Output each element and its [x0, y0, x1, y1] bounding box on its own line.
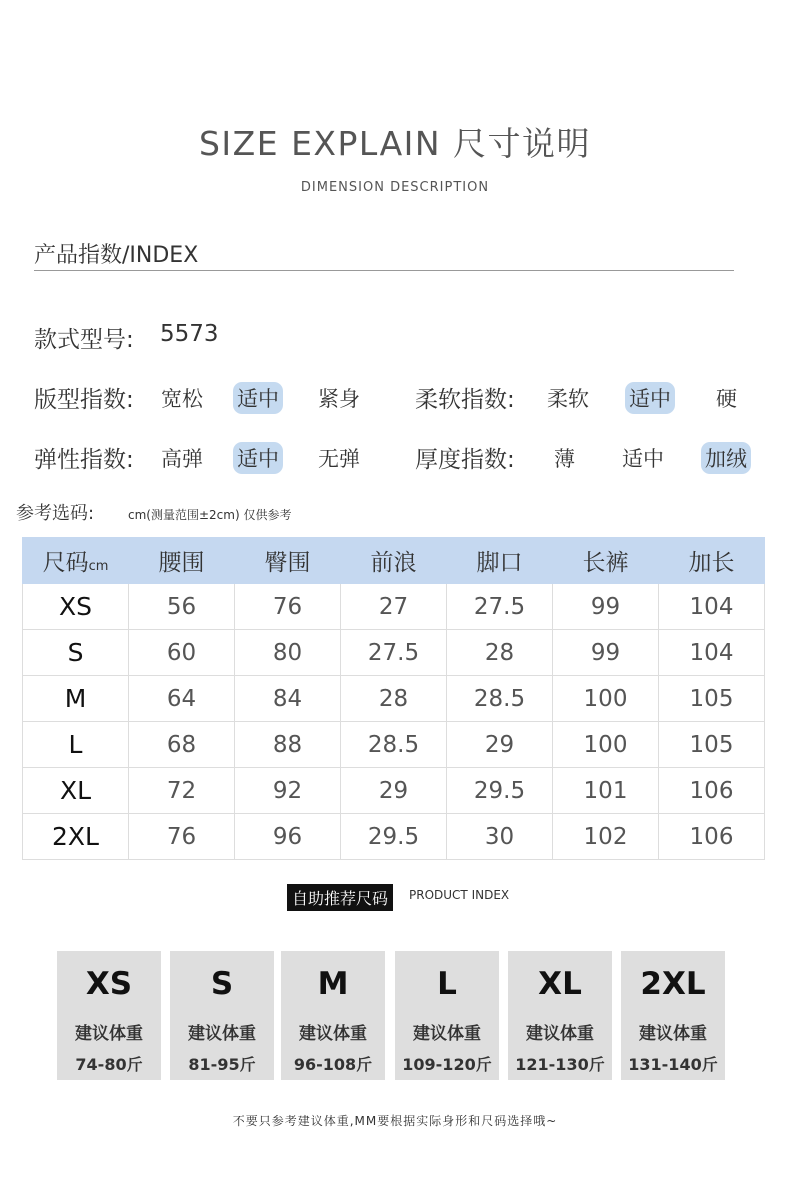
- recommend-card-size: M: [317, 966, 349, 1002]
- column-header: 长裤: [553, 538, 659, 584]
- reference-note: cm(测量范围±2cm) 仅供参考: [128, 508, 292, 522]
- attr-elasticity-option: 高弹: [161, 447, 203, 471]
- table-cell: 101: [553, 768, 659, 814]
- table-cell: 104: [659, 630, 765, 676]
- table-cell: 27.5: [341, 630, 447, 676]
- attr-fit-option: 宽松: [161, 387, 203, 411]
- table-cell: 106: [659, 768, 765, 814]
- table-cell: 27.5: [447, 584, 553, 630]
- footer-note: 不要只参考建议体重,MM要根据实际身形和尺码选择哦~: [232, 1114, 558, 1128]
- attr-elasticity-label: 弹性指数:: [34, 447, 134, 473]
- model-value: 5573: [160, 321, 219, 347]
- table-cell: 80: [235, 630, 341, 676]
- recommend-card-label: 建议体重: [413, 1024, 481, 1044]
- attr-thickness-option: 适中: [622, 447, 664, 471]
- table-cell: 96: [235, 814, 341, 860]
- section-divider: [34, 270, 734, 271]
- attr-elasticity-option-selected: 适中: [233, 442, 283, 474]
- table-row: [23, 676, 765, 722]
- recommend-card: [508, 951, 612, 1080]
- column-header: 前浪: [341, 538, 447, 584]
- table-cell: 60: [129, 630, 235, 676]
- recommend-card: [621, 951, 725, 1080]
- recommend-badge: 自助推荐尺码: [287, 884, 393, 911]
- table-cell: 88: [235, 722, 341, 768]
- recommend-card-label: 建议体重: [299, 1024, 367, 1044]
- table-cell: 76: [129, 814, 235, 860]
- recommend-card-label: 建议体重: [526, 1024, 594, 1044]
- table-cell: 27: [341, 584, 447, 630]
- table-header-row: [23, 538, 765, 584]
- table-cell: 102: [553, 814, 659, 860]
- model-label: 款式型号:: [34, 327, 134, 353]
- table-row: [23, 722, 765, 768]
- table-cell: 92: [235, 768, 341, 814]
- size-table: [22, 537, 765, 860]
- table-cell: 29.5: [341, 814, 447, 860]
- table-cell: 28: [447, 630, 553, 676]
- attr-thickness-label: 厚度指数:: [415, 447, 515, 473]
- section-heading: 产品指数/INDEX: [34, 243, 199, 268]
- column-header: 脚口: [447, 538, 553, 584]
- recommend-card-label: 建议体重: [188, 1024, 256, 1044]
- column-header-size-text: 尺码: [42, 550, 89, 576]
- recommend-card-range: 121-130斤: [515, 1055, 605, 1074]
- attr-fit-option-selected: 适中: [233, 382, 283, 414]
- recommend-card: [57, 951, 161, 1080]
- recommend-badge-subtitle: PRODUCT INDEX: [409, 888, 510, 902]
- attr-softness-option: 硬: [716, 387, 737, 411]
- recommend-card: [281, 951, 385, 1080]
- reference-label: 参考选码:: [16, 503, 95, 524]
- attr-elasticity-option: 无弹: [318, 447, 360, 471]
- size-cell: XL: [23, 768, 129, 814]
- table-cell: 104: [659, 584, 765, 630]
- table-cell: 100: [553, 676, 659, 722]
- table-cell: 106: [659, 814, 765, 860]
- recommend-card-range: 96-108斤: [293, 1055, 373, 1074]
- table-cell: 56: [129, 584, 235, 630]
- size-cell: 2XL: [23, 814, 129, 860]
- table-cell: 84: [235, 676, 341, 722]
- table-cell: 28.5: [341, 722, 447, 768]
- table-cell: 28.5: [447, 676, 553, 722]
- table-cell: 99: [553, 584, 659, 630]
- table-cell: 29: [447, 722, 553, 768]
- column-header: 臀围: [235, 538, 341, 584]
- recommend-card: [170, 951, 274, 1080]
- table-cell: 105: [659, 722, 765, 768]
- recommend-card-range: 81-95斤: [188, 1055, 256, 1074]
- table-cell: 29.5: [447, 768, 553, 814]
- recommend-card-range: 74-80斤: [75, 1055, 143, 1074]
- recommend-card-size: XS: [85, 966, 133, 1002]
- table-cell: 99: [553, 630, 659, 676]
- table-row: [23, 768, 765, 814]
- table-cell: 105: [659, 676, 765, 722]
- size-cell: XS: [23, 584, 129, 630]
- size-cell: L: [23, 722, 129, 768]
- attr-fit-option: 紧身: [318, 387, 360, 411]
- recommend-card-label: 建议体重: [75, 1024, 143, 1044]
- table-cell: 29: [341, 768, 447, 814]
- table-cell: 64: [129, 676, 235, 722]
- attr-thickness-option: 薄: [554, 447, 575, 471]
- size-cell: S: [23, 630, 129, 676]
- table-row: [23, 630, 765, 676]
- table-row: [23, 584, 765, 630]
- table-row: [23, 814, 765, 860]
- table-cell: 76: [235, 584, 341, 630]
- recommend-card-size: XL: [538, 966, 582, 1002]
- recommend-card-size: S: [210, 966, 234, 1002]
- table-cell: 68: [129, 722, 235, 768]
- attr-thickness-option-selected: 加绒: [701, 442, 751, 474]
- page-title: SIZE EXPLAIN 尺寸说明: [198, 124, 592, 163]
- attr-softness-label: 柔软指数:: [415, 387, 515, 413]
- recommend-card-size: L: [437, 966, 457, 1002]
- attr-softness-option: 柔软: [547, 387, 589, 411]
- attr-fit-label: 版型指数:: [34, 387, 134, 413]
- recommend-card-label: 建议体重: [639, 1024, 707, 1044]
- table-cell: 72: [129, 768, 235, 814]
- table-cell: 30: [447, 814, 553, 860]
- page-subtitle: DIMENSION DESCRIPTION: [300, 180, 490, 195]
- recommend-card-range: 131-140斤: [628, 1055, 718, 1074]
- column-header: 腰围: [129, 538, 235, 584]
- recommend-card-size: 2XL: [640, 966, 706, 1002]
- table-cell: 100: [553, 722, 659, 768]
- column-header-size: [23, 538, 129, 584]
- size-cell: M: [23, 676, 129, 722]
- table-cell: 28: [341, 676, 447, 722]
- attr-softness-option-selected: 适中: [625, 382, 675, 414]
- column-header-unit: cm: [88, 559, 109, 574]
- recommend-card: [395, 951, 499, 1080]
- recommend-card-range: 109-120斤: [402, 1055, 492, 1074]
- column-header: 加长: [659, 538, 765, 584]
